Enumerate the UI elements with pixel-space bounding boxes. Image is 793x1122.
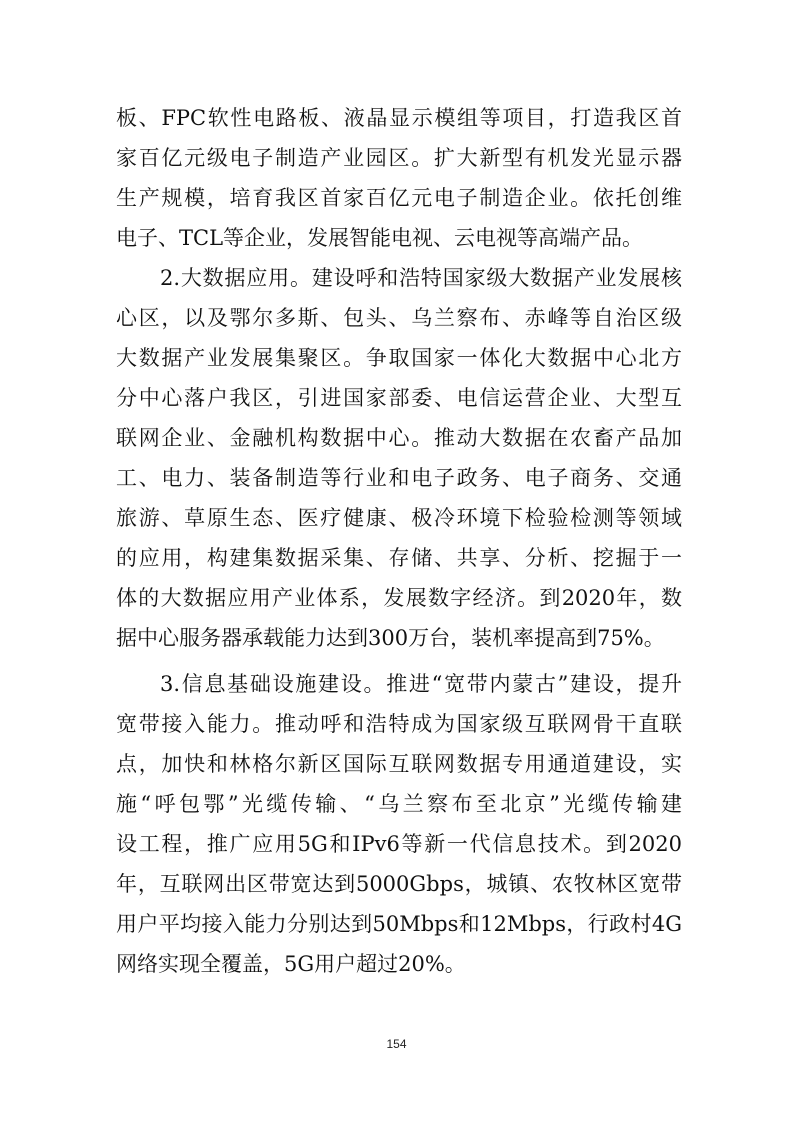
p2-line-4: 分中心落户我区，引进国家部委、电信运营企业、大型互 xyxy=(116,386,682,410)
p2-line-1 xyxy=(116,258,682,298)
p3-line-6: 年，互联网出区带宽达到5000Gbps，城镇、农牧林区宽带 xyxy=(116,872,682,896)
p3-line-8: 网络实现全覆盖，5G用户超过20%。 xyxy=(116,952,466,976)
p3-line-1 xyxy=(116,664,682,704)
p1-line-2: 家百亿元级电子制造产业园区。扩大新型有机发光显示器 xyxy=(116,146,682,170)
p1-line-1: 板、FPC软性电路板、液晶显示模组等项目，打造我区首 xyxy=(116,106,682,130)
section-heading-infrastructure: 3.信息基础设施建设。 xyxy=(160,672,387,696)
p3-line-7: 用户平均接入能力分别达到50Mbps和12Mbps，行政村4G xyxy=(116,912,682,936)
p2-line-9: 体的大数据应用产业体系，发展数字经济。到2020年，数 xyxy=(116,586,682,610)
page-number: 154 xyxy=(386,1037,407,1051)
p2-line-1-text: 建设呼和浩特国家级大数据产业发展核 xyxy=(311,266,682,290)
p3-line-1-text: 推进“宽带内蒙古”建设，提升 xyxy=(386,672,682,696)
body-text xyxy=(116,98,682,984)
p2-line-10: 据中心服务器承载能力达到300万台，装机率提高到75%。 xyxy=(116,626,665,650)
p1-line-3: 生产规模，培育我区首家百亿元电子制造企业。依托创维 xyxy=(116,186,682,210)
p3-line-5: 设工程，推广应用5G和IPv6等新一代信息技术。到2020 xyxy=(116,832,682,856)
p1-line-4: 电子、TCL等企业，发展智能电视、云电视等高端产品。 xyxy=(116,226,644,250)
p3-line-2: 宽带接入能力。推动呼和浩特成为国家级互联网骨干直联 xyxy=(116,712,682,736)
section-heading-big-data: 2.大数据应用。 xyxy=(160,266,312,290)
p2-line-7: 旅游、草原生态、医疗健康、极冷环境下检验检测等领域 xyxy=(116,506,682,530)
p3-line-4: 施“呼包鄂”光缆传输、“乌兰察布至北京”光缆传输建 xyxy=(116,792,682,816)
p2-line-8: 的应用，构建集数据采集、存储、共享、分析、挖掘于一 xyxy=(116,546,682,570)
p2-line-2: 心区，以及鄂尔多斯、包头、乌兰察布、赤峰等自治区级 xyxy=(116,306,682,330)
p2-line-3: 大数据产业发展集聚区。争取国家一体化大数据中心北方 xyxy=(116,346,682,370)
p2-line-6: 工、电力、装备制造等行业和电子政务、电子商务、交通 xyxy=(116,466,682,490)
p3-line-3: 点，加快和林格尔新区国际互联网数据专用通道建设，实 xyxy=(116,752,682,776)
p2-line-5: 联网企业、金融机构数据中心。推动大数据在农畜产品加 xyxy=(116,426,682,450)
